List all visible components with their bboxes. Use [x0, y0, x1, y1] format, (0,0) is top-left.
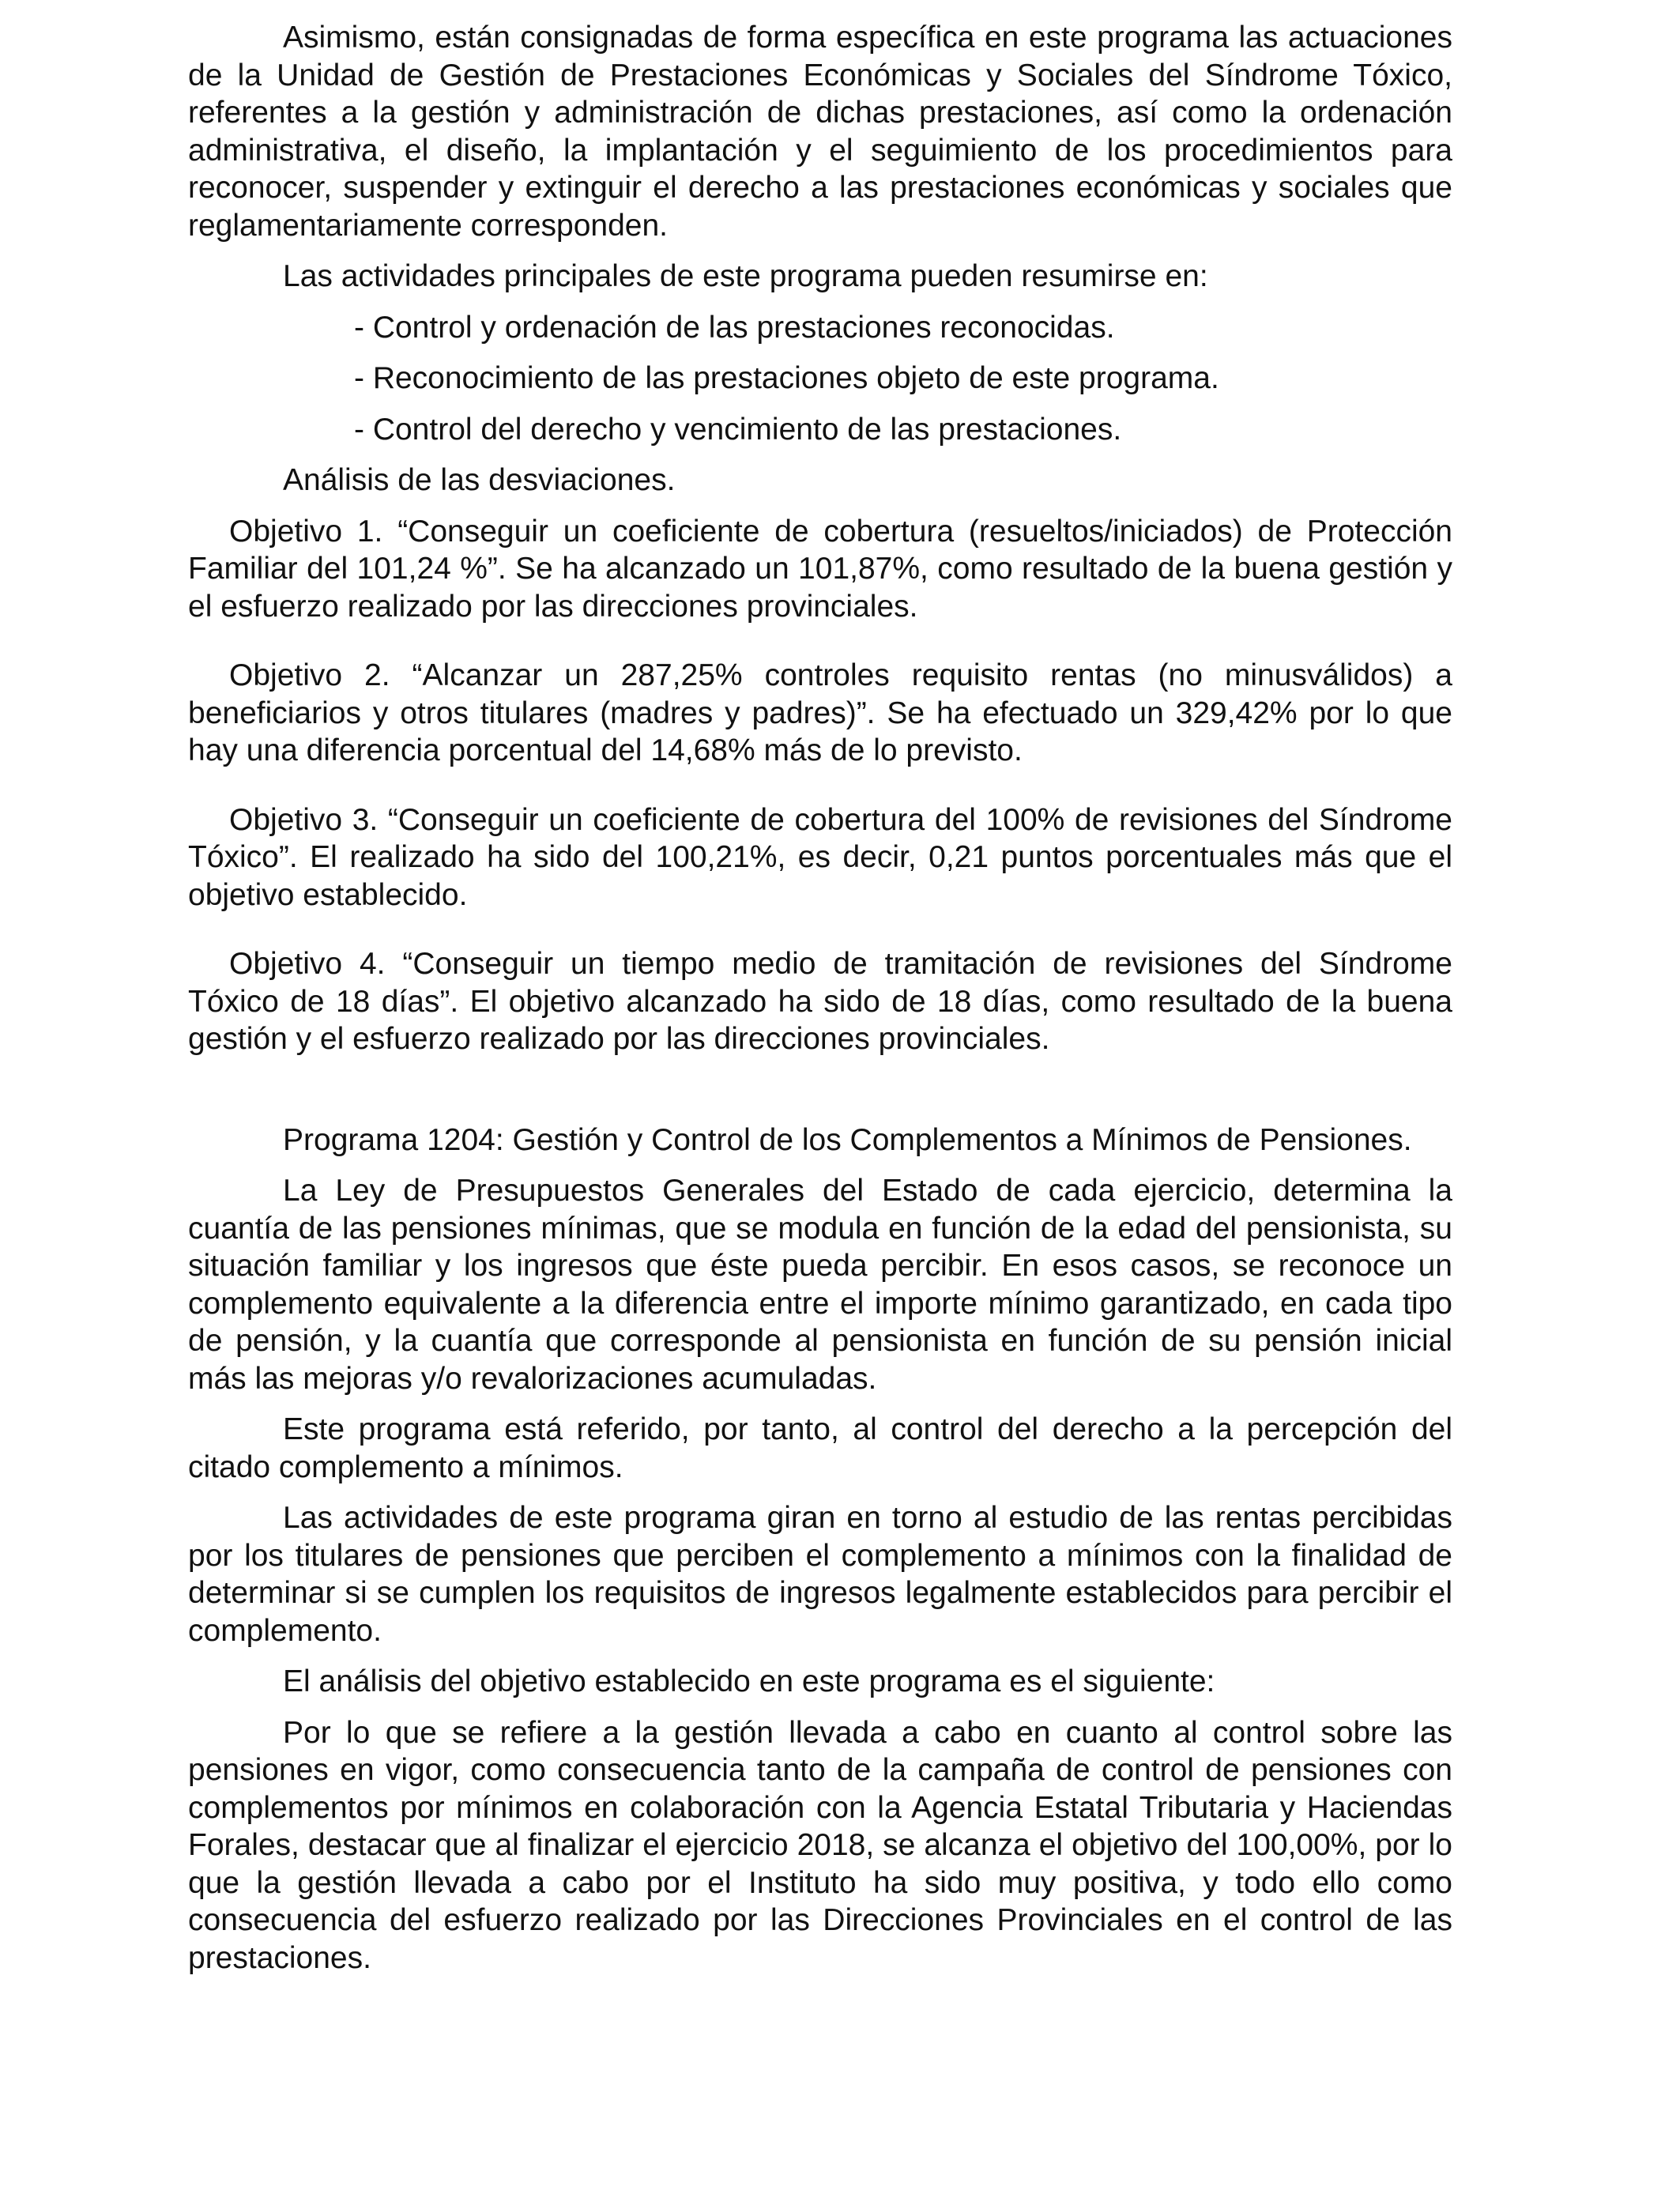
objective-1: Objetivo 1. “Conseguir un coeficiente de cobertura (resueltos/iniciados) de Protección Familiar del 101,24 %”. Se ha alcanzado un 101,87%, como resultado de la buena gestión y el esfuerzo realizado por las direcciones provinciales. [188, 514, 1452, 624]
list-item: - Reconocimiento de las prestaciones objeto de este programa. [354, 361, 1219, 395]
list-item: - Control y ordenación de las prestaciones reconocidas. [354, 310, 1115, 345]
pensions-law-paragraph: La Ley de Presupuestos Generales del Estado de cada ejercicio, determina la cuantía de las pensiones mínimas, que se modula en función de la edad del pensionista, su situación familiar y los ingresos que éste pueda percibir. En esos casos, se reconoce un complemento equivalente a la diferencia entre el importe mínimo garantizado, en cada tipo de pensión, y la cuantía que corresponde al pensionista en función de su pensión inicial más las mejoras y/o revalorizaciones acumuladas. [188, 1174, 1452, 1396]
program-scope-paragraph: Este programa está referido, por tanto, al control del derecho a la percepción del citado complemento a mínimos. [188, 1412, 1452, 1484]
list-item: - Control del derecho y vencimiento de las prestaciones. [354, 412, 1122, 447]
analysis-heading: Análisis de las desviaciones. [283, 463, 676, 497]
objective-3: Objetivo 3. “Conseguir un coeficiente de cobertura del 100% de revisiones del Síndrome Tóxico”. El realizado ha sido del 100,21%, es decir, 0,21 puntos porcentuales más que el objetivo establecido. [188, 802, 1452, 912]
activities-paragraph: Las actividades de este programa giran en torno al estudio de las rentas percibidas por los titulares de pensiones que perciben el complemento a mínimos con la finalidad de determinar si se cumplen los requisitos de ingresos legalmente establecidos para percibir el complemento. [188, 1501, 1452, 1648]
management-paragraph: Por lo que se refiere a la gestión llevada a cabo en cuanto al control sobre las pensiones en vigor, como consecuencia tanto de la campaña de control de pensiones con complementos por mínimos en colaboración con la Agencia Estatal Tributaria y Haciendas Forales, destacar que al finalizar el ejercicio 2018, se alcanza el objetivo del 100,00%, por lo que la gestión llevada a cabo por el Instituto ha sido muy positiva, y todo ello como consecuencia del esfuerzo realizado por las Direcciones Provinciales en el control de las prestaciones. [188, 1715, 1452, 1975]
document-page [188, 19, 1452, 1977]
objective-analysis-intro: El análisis del objetivo establecido en este programa es el siguiente: [283, 1664, 1215, 1698]
activities-intro: Las actividades principales de este programa pueden resumirse en: [283, 259, 1208, 293]
objective-2: Objetivo 2. “Alcanzar un 287,25% controles requisito rentas (no minusválidos) a beneficiarios y otros titulares (madres y padres)”. Se ha efectuado un 329,42% por lo que hay una diferencia porcentual del 14,68% más de lo previsto. [188, 658, 1452, 767]
intro-paragraph: Asimismo, están consignadas de forma específica en este programa las actuaciones de la Unidad de Gestión de Prestaciones Económicas y Sociales del Síndrome Tóxico, referentes a la gestión y administración de dichas prestaciones, así como la ordenación administrativa, el diseño, la implantación y el seguimiento de los procedimientos para reconocer, suspender y extinguir el derecho a las prestaciones económicas y sociales que reglamentariamente corresponden. [188, 21, 1452, 243]
program-heading: Programa 1204: Gestión y Control de los Complementos a Mínimos de Pensiones. [283, 1122, 1412, 1157]
objective-4: Objetivo 4. “Conseguir un tiempo medio de tramitación de revisiones del Síndrome Tóxico de 18 días”. El objetivo alcanzado ha sido de 18 días, como resultado de la buena gestión y el esfuerzo realizado por las direcciones provinciales. [188, 947, 1452, 1056]
